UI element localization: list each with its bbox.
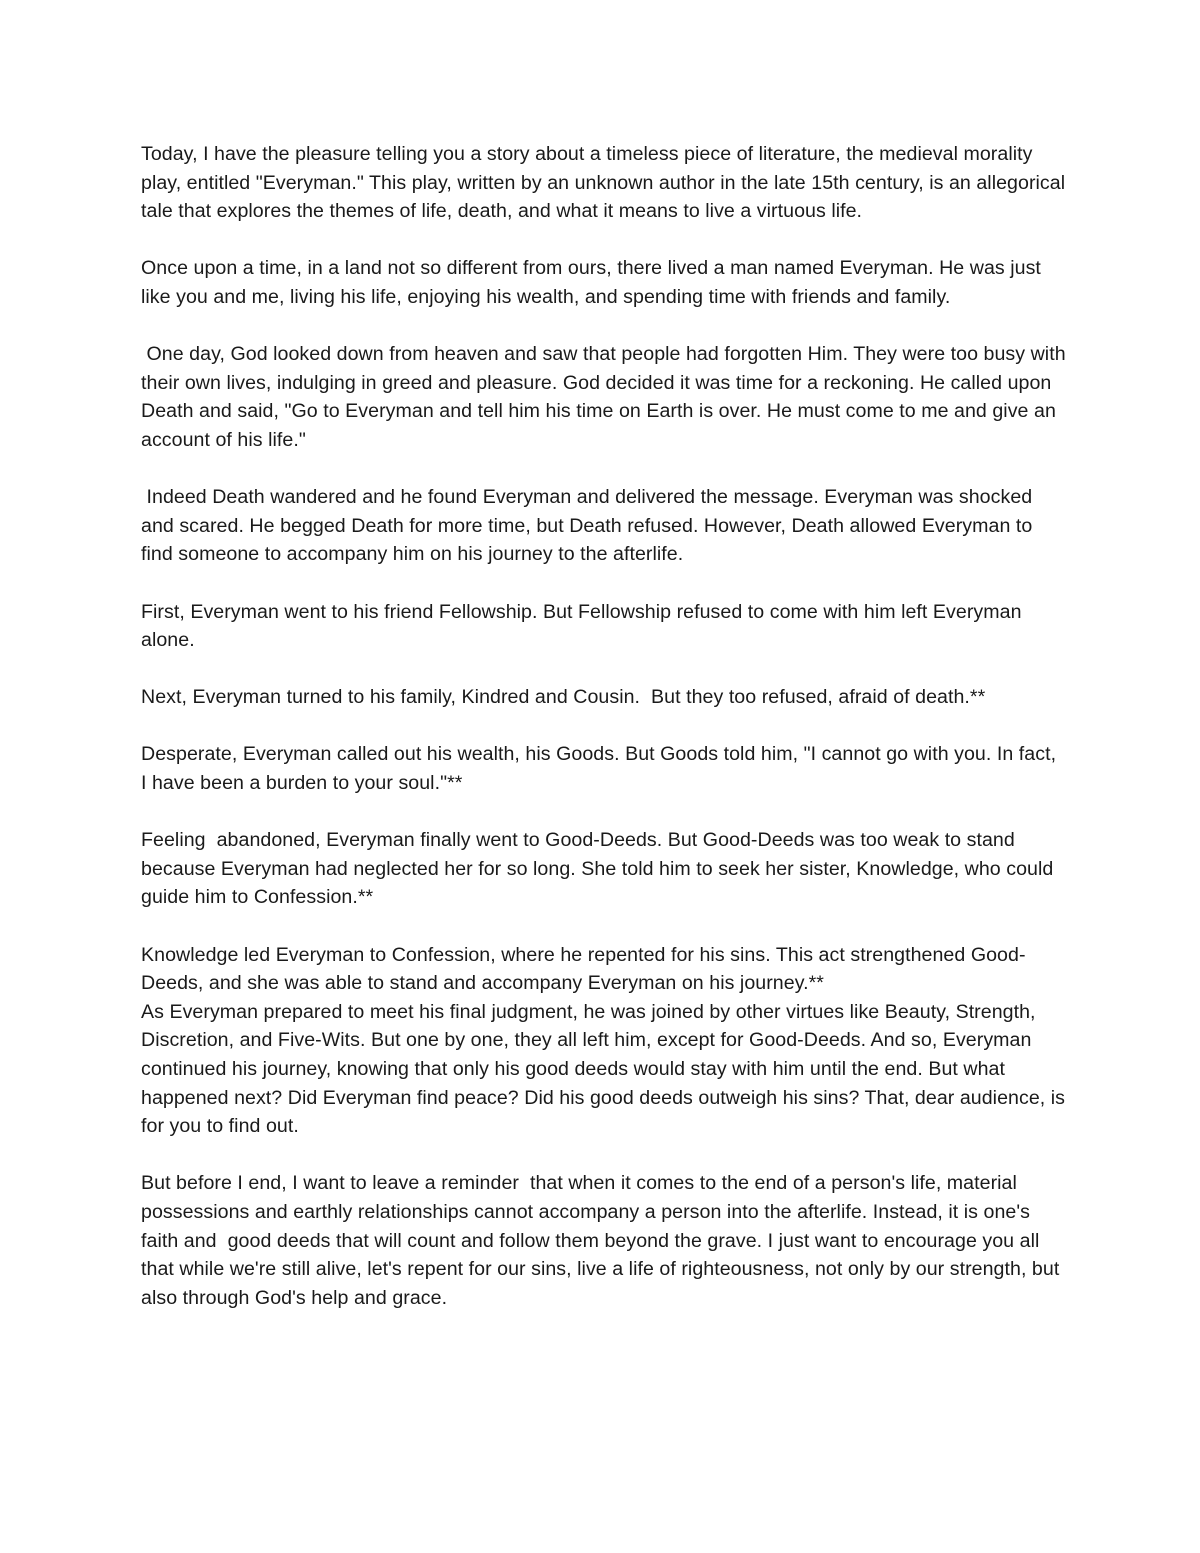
- paragraph-fellowship: First, Everyman went to his friend Fellowship. But Fellowship refused to come with him left Everyman alone.: [141, 600, 1028, 652]
- paragraph-final-judgment: As Everyman prepared to meet his final judgment, he was joined by other virtues like Beauty, Strength, Discretion, and Five-Wits. But one by one, they all left him, except for Good-Deeds. And so, Everyman continued his journey, knowing that only his good deeds would stay with him until the end. But what happened next? Did Everyman find peace? Did his good deeds outweigh his sins? That, dear audience, is for you to find out.: [141, 1000, 1071, 1138]
- paragraph-intro: Today, I have the pleasure telling you a story about a timeless piece of literature, the medieval morality play, entitled "Everyman." This play, written by an unknown author in the late 15th century, is an allegorical tale that explores the themes of life, death, and what it means to live a virtuous life.: [141, 143, 1071, 223]
- document-body: [141, 140, 1072, 1341]
- paragraph-death-wandered: Indeed Death wandered and he found Everyman and delivered the message. Everyman was shocked and scared. He begged Death for more time, but Death refused. However, Death allowed Everyman to find someone to accompany him on his journey to the afterlife.: [141, 486, 1038, 566]
- paragraph-kindred-cousin: Next, Everyman turned to his family, Kindred and Cousin. But they too refused, afraid of death.**: [141, 686, 986, 709]
- paragraph-good-deeds: Feeling abandoned, Everyman finally went to Good-Deeds. But Good-Deeds was too weak to stand because Everyman had neglected her for so long. She told him to seek her sister, Knowledge, who could guide him to Confession.**: [141, 829, 1059, 909]
- paragraph-conclusion: But before I end, I want to leave a reminder that when it comes to the end of a person's life, material possessions and earthly relationships cannot accompany a person into the afterlife. Instead, it is one's faith and good deeds that will count and follow them beyond the grave. I just want to encourage you all that while we're still alive, let's repent for our sins, live a life of righteousness, not only by our strength, but also through God's help and grace.: [141, 1172, 1065, 1309]
- paragraph-knowledge: Knowledge led Everyman to Confession, where he repented for his sins. This act strengthened Good-Deeds, and she was able to stand and accompany Everyman on his journey.**: [141, 943, 1026, 995]
- paragraph-goods: Desperate, Everyman called out his wealth, his Goods. But Goods told him, "I cannot go with you. In fact, I have been a burden to your soul."**: [141, 743, 1062, 795]
- paragraph-once-upon-a-time: Once upon a time, in a land not so different from ours, there lived a man named Everyman. He was just like you and me, living his life, enjoying his wealth, and spending time with friends and family.: [141, 257, 1047, 308]
- paragraph-god-looked-down: One day, God looked down from heaven and saw that people had forgotten Him. They were too busy with their own lives, indulging in greed and pleasure. God decided it was time for a reckoning. He called upon Death and said, "Go to Everyman and tell him his time on Earth is over. He must come to me and give an account of his life.": [141, 343, 1072, 451]
